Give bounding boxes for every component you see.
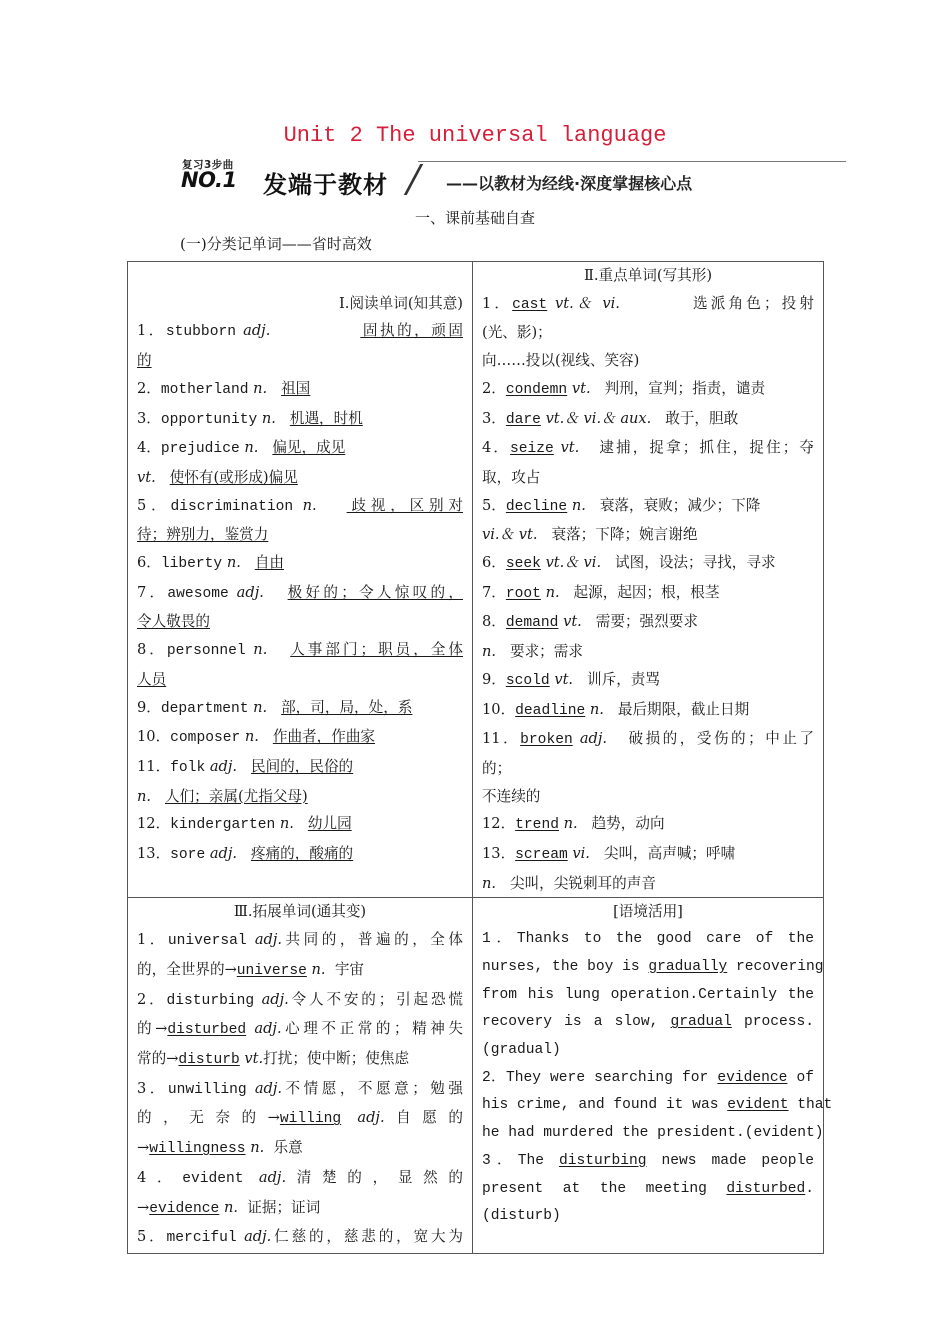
banner-rule-line xyxy=(418,161,846,162)
list-item: 11．folk adj. 民间的，民俗的 xyxy=(137,757,354,776)
context-item-cont: he had murdered the president.(evident) xyxy=(482,1125,824,1142)
list-item-cont: 不连续的 xyxy=(482,787,541,805)
list-item-cont: 常的→disturb vt.打扰；使中断；使焦虑 xyxy=(137,1049,410,1068)
list-item: 2．condemn vt. 判刑，宣判；指责，谴责 xyxy=(482,379,766,398)
list-item: 3．dare vt.＆ vi.＆ aux. 敢于，胆敢 xyxy=(482,409,739,428)
list-item-cont: 的 xyxy=(137,352,152,370)
list-item: 13．scream vi. 尖叫，高声喊；呼啸 xyxy=(482,845,736,864)
list-item-cont: vi.＆ vt. 衰落；下降；婉言谢绝 xyxy=(482,526,698,544)
list-item-cont: n. 人们；亲属(尤指父母) xyxy=(137,787,308,805)
table-row xyxy=(128,898,824,1253)
list-item-cont: n. 尖叫，尖锐刺耳的声音 xyxy=(482,874,656,892)
list-item: 2．disturbing adj.令人不安的；引起恐慌 xyxy=(137,990,463,1009)
list-item: 9．department n. 部，司，局，处，系 xyxy=(137,698,413,717)
table-row xyxy=(128,262,824,898)
list-item-cont: →willingness n. 乐意 xyxy=(137,1139,303,1158)
list-item: 4．evident adj.清楚的，显然的 xyxy=(137,1168,463,1187)
extended-heading: Ⅲ.拓展单词(通其变) xyxy=(233,903,367,921)
list-item: 1．cast vt.＆ vi. 选派角色；投射 xyxy=(482,294,814,313)
banner-slash-divider xyxy=(404,164,423,195)
reading-words-cell xyxy=(128,262,473,898)
list-item-cont: 的→disturbed adj.心理不正常的；精神失 xyxy=(137,1020,463,1039)
list-item-cont: n. 要求；需求 xyxy=(482,643,583,661)
list-item-cont: 人员 xyxy=(137,670,167,688)
list-item-cont: 取，攻占 xyxy=(482,468,541,486)
context-heading: [语境活用] xyxy=(613,903,683,921)
list-item: 8．personnel n. 人事部门；职员，全体 xyxy=(137,641,463,660)
list-item: 2．motherland n. 祖国 xyxy=(137,379,311,398)
context-item: 2．They were searching for evidence of xyxy=(482,1069,814,1086)
context-practice-cell xyxy=(473,898,833,1253)
list-item: 3．unwilling adj.不情愿，不愿意；勉强 xyxy=(137,1079,463,1098)
list-item: 10．deadline n. 最后期限，截止日期 xyxy=(482,700,750,719)
list-item: 1．universal adj.共同的，普遍的，全体 xyxy=(137,931,463,950)
list-item: 9．scold vt. 训斥，责骂 xyxy=(482,670,660,689)
list-item: 7．root n. 起源，起因；根，根茎 xyxy=(482,583,720,602)
list-item: 12．trend n. 趋势，动向 xyxy=(482,815,665,834)
list-item: 8．demand vt. 需要；强烈要求 xyxy=(482,613,698,632)
list-item: 5．merciful adj.仁慈的，慈悲的，宽大为 xyxy=(137,1228,463,1247)
list-item-cont: 令人敬畏的 xyxy=(137,613,210,631)
list-item: 11．broken adj. 破损的，受伤的；中止了 xyxy=(482,730,815,749)
list-item-cont: 向……投以(视线、笑容) xyxy=(482,352,640,370)
list-item: 4．seize vt. 逮捕，捉拿；抓住，捉住；夺 xyxy=(482,439,815,458)
list-item: 10．composer n. 作曲者，作曲家 xyxy=(137,728,376,747)
list-item: 3．opportunity n. 机遇，时机 xyxy=(137,409,363,428)
list-item: 1．stubborn adj. 固执的，顽固 xyxy=(137,322,463,341)
banner-main-title: 发端于教材 xyxy=(263,171,388,199)
context-item-cont: from his lung operation.Certainly the xyxy=(482,986,814,1003)
list-item: 5．discrimination n. 歧视，区别对 xyxy=(137,496,463,515)
context-item-cont: nurses, the boy is gradually recovering xyxy=(482,958,824,975)
section-heading: 一、课前基础自查 xyxy=(414,209,535,227)
list-item-cont: (光、影)； xyxy=(482,324,552,342)
context-item-cont: (disturb) xyxy=(482,1208,561,1225)
list-item: 7．awesome adj. 极好的；令人惊叹的， xyxy=(137,583,463,602)
list-item: 12．kindergarten n. 幼儿园 xyxy=(137,815,352,834)
context-item-cont: his crime, and found it was evident that xyxy=(482,1097,833,1114)
page-title: Unit 2 The universal language xyxy=(283,123,667,148)
context-item: 3．The disturbing news made people xyxy=(482,1152,814,1169)
sub-heading: (一)分类记单词——省时高效 xyxy=(180,235,372,253)
section-banner xyxy=(178,152,846,198)
list-item-cont: 的，无奈的→willing adj.自愿的 xyxy=(137,1109,464,1128)
context-item: 1．Thanks to the good care of the xyxy=(482,931,814,948)
key-words-cell xyxy=(473,262,824,898)
list-item-cont: vt. 使怀有(或形成)偏见 xyxy=(137,468,298,486)
list-item: 5．decline n. 衰落，衰败；减少；下降 xyxy=(482,496,761,515)
list-item-cont: 的； xyxy=(482,759,512,777)
list-item-cont: →evidence n. 证据；证词 xyxy=(137,1198,321,1217)
banner-small-label: 复习3步曲 xyxy=(182,159,234,171)
extended-words-cell xyxy=(128,898,473,1253)
key-heading: Ⅱ.重点单词(写其形) xyxy=(583,267,713,284)
list-item-cont: 的，全世界的→universe n. 宇宙 xyxy=(137,960,365,979)
list-item-cont: 待；辨别力，鉴赏力 xyxy=(137,526,269,544)
list-item: 6．seek vt.＆ vi. 试图，设法；寻找，寻求 xyxy=(482,554,776,573)
list-item: 13．sore adj. 疼痛的，酸痛的 xyxy=(137,845,354,864)
spacer xyxy=(137,262,463,290)
reading-heading: Ⅰ.阅读单词(知其意) xyxy=(339,294,463,312)
list-item: 6．liberty n. 自由 xyxy=(137,554,285,573)
context-item-cont: recovery is a slow, gradual process. xyxy=(482,1014,815,1031)
list-item: 4．prejudice n. 偏见，成见 xyxy=(137,439,346,458)
banner-subtitle: ——以教材为经线·深度掌握核心点 xyxy=(446,174,693,193)
context-item-cont: (gradual) xyxy=(482,1041,561,1058)
vocabulary-table xyxy=(127,261,833,1254)
banner-number: NO.1 xyxy=(181,168,237,192)
context-item-cont: present at the meeting disturbed. xyxy=(482,1180,814,1197)
